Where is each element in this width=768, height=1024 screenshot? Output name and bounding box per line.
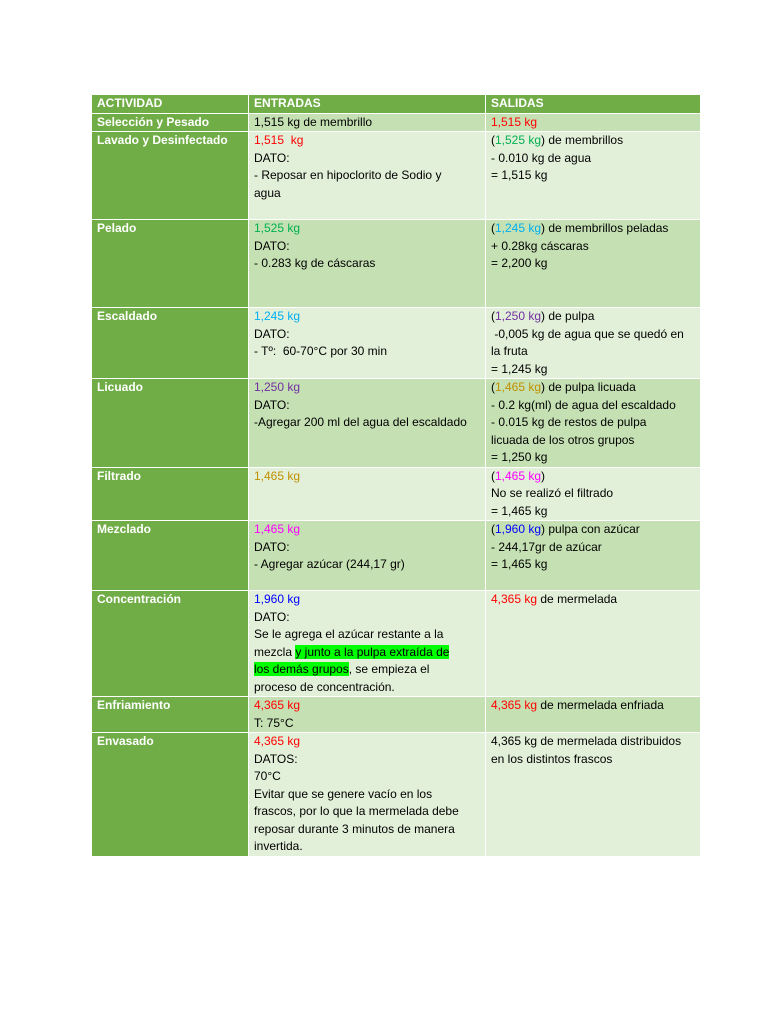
table-header-row (92, 95, 701, 114)
entradas-value: 4,365 kg (254, 698, 301, 712)
table-row (92, 521, 701, 591)
process-table (91, 94, 701, 857)
salidas-value: 4,365 kg (491, 592, 538, 606)
entradas-line: - Agregar azúcar (244,17 gr) (254, 557, 405, 571)
entradas-value: 1,250 kg (254, 380, 301, 394)
salidas-value: 1,525 kg (495, 133, 542, 147)
salidas-value: 1,465 kg (495, 468, 542, 483)
entradas-line: proceso de concentración. (254, 679, 395, 694)
highlighted-text: y junto a la pulpa extraída de (295, 644, 450, 659)
table-row (92, 697, 701, 733)
entradas-cell (249, 467, 486, 521)
salidas-line: No se realizó el filtrado (491, 486, 614, 500)
entradas-value: 1,245 kg (254, 309, 301, 323)
salidas-value: 1,515 kg (491, 114, 538, 129)
entradas-cell (249, 379, 486, 468)
salidas-rest: ) pulpa con azúcar (541, 522, 640, 536)
entradas-cell (249, 113, 486, 132)
salidas-line: -0,005 kg de agua que se quedó en (491, 326, 684, 341)
salidas-cell (486, 733, 701, 857)
salidas-value: 1,250 kg (495, 309, 542, 323)
paren-open: ( (491, 468, 495, 483)
paren-open: ( (491, 522, 495, 536)
salidas-rest: ) de pulpa licuada (541, 380, 636, 394)
entradas-value: 1,960 kg (254, 592, 301, 606)
entradas-line: reposar durante 3 minutos de manera (254, 821, 455, 836)
entradas-line: frascos, por lo que la mermelada debe (254, 804, 459, 818)
entradas-cell (249, 697, 486, 733)
activity-cell: Concentración (92, 591, 249, 697)
entradas-line: Se le agrega el azúcar restante a la (254, 627, 444, 641)
salidas-rest: ) de membrillos peladas (541, 221, 669, 235)
entradas-line: invertida. (254, 839, 303, 853)
salidas-value: 4,365 kg (491, 698, 538, 712)
dato-label: DATO: (254, 238, 290, 253)
table-row (92, 733, 701, 857)
table-row (92, 591, 701, 697)
salidas-cell (486, 379, 701, 468)
entradas-value: 1,465 kg (254, 468, 301, 483)
entradas-value: 1,515 kg de membrillo (254, 114, 373, 129)
salidas-cell (486, 220, 701, 308)
salidas-rest: ) (541, 468, 546, 483)
entradas-line: agua (254, 185, 281, 200)
activity-cell: Escaldado (92, 308, 249, 379)
dato-label: DATO: (254, 397, 290, 412)
dato-label: DATO: (254, 539, 290, 554)
entradas-line: - 0.283 kg de cáscaras (254, 256, 376, 270)
salidas-cell (486, 467, 701, 521)
paren-open: ( (491, 309, 495, 323)
activity-cell: Envasado (92, 733, 249, 857)
paren-open: ( (491, 133, 495, 147)
entradas-line: 70°C (254, 769, 281, 783)
header-entradas: ENTRADAS (249, 95, 486, 114)
activity-cell: Licuado (92, 379, 249, 468)
salidas-value: 1,465 kg (495, 380, 542, 394)
salidas-line: - 0.2 kg(ml) de agua del escaldado (491, 397, 676, 412)
entradas-value: 1,525 kg (254, 221, 301, 235)
salidas-value: 1,960 kg (495, 522, 542, 536)
entradas-text: , se empieza el (348, 662, 430, 676)
entradas-cell (249, 220, 486, 308)
entradas-value: 1,515 kg (254, 133, 304, 147)
table-row (92, 113, 701, 132)
table-row (92, 379, 701, 468)
table-row (92, 132, 701, 220)
entradas-cell (249, 132, 486, 220)
salidas-cell (486, 132, 701, 220)
salidas-line: = 1,465 kg (491, 503, 548, 518)
dato-label: DATO: (254, 326, 290, 341)
entradas-cell (249, 521, 486, 591)
salidas-rest: ) de pulpa (541, 309, 595, 323)
activity-cell: Selección y Pesado (92, 113, 249, 132)
table-row (92, 220, 701, 308)
salidas-line: 4,365 kg de mermelada distribuidos (491, 734, 682, 748)
header-actividad: ACTIVIDAD (92, 95, 249, 114)
entradas-cell (249, 591, 486, 697)
entradas-line: Evitar que se genere vacío en los (254, 786, 433, 801)
salidas-line: - 0.010 kg de agua (491, 150, 592, 165)
salidas-line: = 1,250 kg (491, 450, 548, 464)
entradas-cell (249, 308, 486, 379)
salidas-cell (486, 697, 701, 733)
salidas-line: licuada de los otros grupos (491, 432, 635, 447)
activity-cell: Lavado y Desinfectado (92, 132, 249, 220)
salidas-line: + 0.28kg cáscaras (491, 238, 589, 253)
highlighted-text: los demás grupos (254, 662, 349, 676)
salidas-line: = 1,515 kg (491, 168, 548, 182)
activity-cell: Filtrado (92, 467, 249, 521)
salidas-cell (486, 591, 701, 697)
table-row (92, 467, 701, 521)
activity-cell: Mezclado (92, 521, 249, 591)
table-row (92, 308, 701, 379)
activity-cell: Enfriamiento (92, 697, 249, 733)
salidas-line: = 1,245 kg (491, 361, 548, 376)
salidas-rest: de mermelada (537, 592, 618, 606)
entradas-line: -Agregar 200 ml del agua del escaldado (254, 415, 467, 429)
salidas-cell (486, 308, 701, 379)
entradas-value: 4,365 kg (254, 734, 301, 748)
activity-cell: Pelado (92, 220, 249, 308)
salidas-line: = 2,200 kg (491, 256, 548, 270)
entradas-value: 1,465 kg (254, 522, 301, 536)
entradas-cell (249, 733, 486, 857)
salidas-rest: de mermelada enfriada (537, 698, 664, 712)
salidas-line: en los distintos frascos (491, 751, 613, 766)
header-salidas: SALIDAS (486, 95, 701, 114)
salidas-line: = 1,465 kg (491, 557, 548, 571)
salidas-cell (486, 521, 701, 591)
dato-label: DATO: (254, 609, 290, 624)
salidas-cell (486, 113, 701, 132)
paren-open: ( (491, 221, 495, 235)
salidas-rest: ) de membrillos (541, 133, 624, 147)
entradas-text: mezcla (254, 644, 296, 659)
dato-label: DATO: (254, 150, 290, 165)
dato-label: DATOS: (254, 751, 298, 766)
salidas-line: la fruta (491, 344, 528, 358)
salidas-line: - 0.015 kg de restos de pulpa (491, 415, 647, 429)
entradas-line: - Tº: 60-70°C por 30 min (254, 344, 388, 358)
salidas-value: 1,245 kg (495, 221, 542, 235)
paren-open: ( (491, 380, 495, 394)
entradas-line: T: 75°C (254, 715, 294, 730)
entradas-line: - Reposar en hipoclorito de Sodio y (254, 168, 442, 182)
salidas-line: - 244,17gr de azúcar (491, 539, 602, 554)
